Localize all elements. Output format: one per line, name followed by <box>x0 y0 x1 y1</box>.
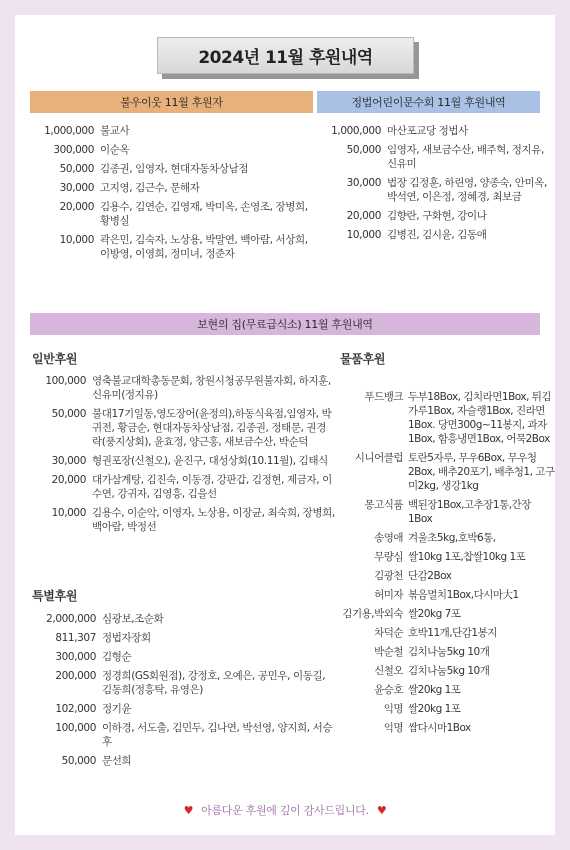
goods-items: 쌀20kg 1포 <box>408 703 461 715</box>
special-heading: 특별후원 <box>32 589 78 603</box>
goods-row <box>337 498 555 526</box>
donation-amount: 811,307 <box>55 632 96 644</box>
donor-names: 곽은민, 김숙자, 노상용, 박말연, 백아람, 서상희, 이방영, 이영희, 정미녀, 정준자 <box>100 234 308 260</box>
donation-amount: 1,000,000 <box>331 125 381 137</box>
donor-names: 불대17기일동,영도장어(윤정의),하동식육점,임영자, 박귀전, 황금순, 현대자동차상남점, 김종권, 정태문, 권경락(풍지상회), 윤효정, 양근홍, 새보금수산, 박순덕 <box>92 408 332 448</box>
donor-names: 김종권, 임영자, 현대자동차상남점 <box>100 163 249 175</box>
donor-names: 김용수, 김연순, 김영재, 박미옥, 손영조, 장병희, 황병실 <box>100 201 308 227</box>
goods-donor: 박순철 <box>374 646 403 658</box>
donor-row <box>30 124 315 138</box>
goods-items: 토란5자루, 무우6Box, 무우청2Box, 배추20포기, 배추청1, 고구미2kg, 생강1kg <box>408 452 555 492</box>
goods-donor: 몽고식품 <box>364 499 403 511</box>
donor-row <box>30 162 315 176</box>
donor-row <box>30 407 335 449</box>
goods-items: 백된장1Box,고추장1통,간장1Box <box>408 499 531 525</box>
donor-names: 형권포장(신철오), 윤진구, 대성상회(10.11월), 김태식 <box>92 455 328 467</box>
donor-names: 김향란, 구화현, 강이나 <box>387 210 487 222</box>
donor-names: 대가삼계탕, 김진숙, 이동경, 강판갑, 김정현, 제금자, 이수연, 강귀자, 김영흥, 김을선 <box>92 474 332 500</box>
donation-amount: 20,000 <box>51 474 86 486</box>
donor-row <box>30 233 315 261</box>
goods-items: 쌀10kg 1포,찹쌀10kg 1포 <box>408 551 526 563</box>
goods-items: 쌀20kg 1포 <box>408 684 461 696</box>
goods-items: 쌈다시마1Box <box>408 722 471 734</box>
goods-items: 겨울초5kg,호박6통, <box>408 532 496 544</box>
donation-amount: 30,000 <box>51 455 86 467</box>
goods-row <box>337 588 555 602</box>
goods-items: 단감2Box <box>408 570 452 582</box>
donation-amount: 50,000 <box>346 144 381 156</box>
donation-amount: 50,000 <box>61 755 96 767</box>
donor-names: 임영자, 새보금수산, 배주혁, 정지유, 신유미 <box>387 144 544 170</box>
donation-amount: 300,000 <box>53 144 94 156</box>
thanks-text: 아름다운 후원에 깊이 감사드립니다. <box>201 804 369 817</box>
donation-card <box>15 15 555 835</box>
donor-names: 이순옥 <box>100 144 130 156</box>
donor-row <box>30 650 335 664</box>
heart-icon: ♥ <box>376 804 387 817</box>
neighbors-header: 불우이웃 11월 후원자 <box>30 91 313 113</box>
donation-amount: 50,000 <box>51 408 86 420</box>
donation-amount: 30,000 <box>59 182 94 194</box>
goods-donor: 차덕순 <box>374 627 403 639</box>
goods-row <box>337 702 555 716</box>
goods-donor: 무량심 <box>374 551 403 563</box>
donor-row <box>30 631 335 645</box>
donor-row <box>30 200 315 228</box>
donor-row <box>30 702 335 716</box>
donor-names: 이하경, 서도출, 김민두, 김나연, 박선영, 양지희, 서승후 <box>102 722 333 748</box>
goods-row <box>337 664 555 678</box>
goods-donor: 송영애 <box>374 532 403 544</box>
donor-names: 정법자장회 <box>102 632 151 644</box>
donor-row <box>30 754 335 768</box>
goods-donor: 김광천 <box>374 570 403 582</box>
goods-row <box>337 451 555 493</box>
goods-items: 호박11개,단감1봉지 <box>408 627 497 639</box>
donor-row <box>30 473 335 501</box>
donation-amount: 200,000 <box>55 670 96 682</box>
page-title: 2024년 11월 후원내역 <box>157 37 414 74</box>
donor-row <box>30 143 315 157</box>
donor-names: 정기윤 <box>102 703 132 715</box>
goods-row <box>337 390 555 446</box>
donation-amount: 20,000 <box>59 201 94 213</box>
goods-row <box>337 569 555 583</box>
goods-donor: 허미자 <box>374 589 403 601</box>
children-header: 정법어린이문수회 11월 후원내역 <box>317 91 540 113</box>
donation-amount: 10,000 <box>51 507 86 519</box>
goods-row <box>337 626 555 640</box>
donor-names: 심광보,조순화 <box>102 613 164 625</box>
title-block <box>157 37 414 75</box>
special-list <box>30 612 335 773</box>
donor-row <box>30 374 335 402</box>
donor-row <box>30 454 335 468</box>
children-list <box>317 124 547 247</box>
donation-amount: 100,000 <box>45 375 86 387</box>
goods-items: 쌀20kg 7포 <box>408 608 461 620</box>
donor-names: 김용수, 이순악, 이영자, 노상용, 이장균, 최숙희, 장병희, 백아람, 박정선 <box>92 507 335 533</box>
donation-amount: 10,000 <box>59 234 94 246</box>
donor-row <box>30 612 335 626</box>
donor-names: 김병진, 김시윤, 김동애 <box>387 229 487 241</box>
goods-donor: 익명 <box>383 722 403 734</box>
soup-kitchen-header: 보현의 집(무료급식소) 11월 후원내역 <box>30 313 540 335</box>
donor-row <box>30 181 315 195</box>
heart-icon: ♥ <box>183 804 194 817</box>
goods-donor: 윤승호 <box>374 684 403 696</box>
goods-row <box>337 607 555 621</box>
goods-donor: 신철오 <box>374 665 403 677</box>
donor-row <box>30 721 335 749</box>
donor-names: 불교사 <box>100 125 130 137</box>
donation-amount: 1,000,000 <box>44 125 94 137</box>
goods-items: 김치나눔5kg 10개 <box>408 646 490 658</box>
goods-row <box>337 531 555 545</box>
donor-row <box>317 143 547 171</box>
neighbors-list <box>30 124 315 266</box>
donation-amount: 102,000 <box>55 703 96 715</box>
donor-names: 문선희 <box>102 755 132 767</box>
donor-row <box>30 506 335 534</box>
goods-items: 두부18Box, 김치라면1Box, 튀김가루1Box, 자슬랭1Box, 진라면1Box. 당면300g~11봉지, 과자1Box, 함흥냉면1Box, 어묵2Box <box>408 391 552 445</box>
donor-names: 법장 김정훈, 하린영, 양종숙, 안미옥, 박석연, 이은정, 정혜경, 최보금 <box>387 177 547 203</box>
donation-amount: 300,000 <box>55 651 96 663</box>
goods-donor: 푸드뱅크 <box>364 391 403 403</box>
donation-amount: 2,000,000 <box>46 613 96 625</box>
goods-donor: 익명 <box>383 703 403 715</box>
general-heading: 일반후원 <box>32 352 78 366</box>
goods-items: 볶음멸치1Box,다시마大1 <box>408 589 519 601</box>
donor-row <box>317 228 547 242</box>
donation-amount: 30,000 <box>346 177 381 189</box>
goods-row <box>337 721 555 735</box>
donor-names: 영축불교대학총동문회, 창원시청공무원불자회, 하지훈, 신유미(정지유) <box>92 375 331 401</box>
donation-amount: 100,000 <box>55 722 96 734</box>
goods-row <box>337 645 555 659</box>
donor-names: 고지영, 김근수, 문해자 <box>100 182 200 194</box>
goods-row <box>337 683 555 697</box>
donor-row <box>317 124 547 138</box>
donor-row <box>317 176 547 204</box>
goods-items: 김치나눔5kg 10개 <box>408 665 490 677</box>
donor-row <box>30 669 335 697</box>
goods-donor: 김기용,박외숙 <box>342 608 403 620</box>
donation-amount: 20,000 <box>346 210 381 222</box>
donation-amount: 50,000 <box>59 163 94 175</box>
donor-row <box>317 209 547 223</box>
goods-list <box>337 390 555 740</box>
general-list <box>30 374 335 539</box>
goods-donor: 시니어클럽 <box>354 452 403 464</box>
goods-heading: 물품후원 <box>340 352 386 366</box>
thanks-footer <box>15 802 555 818</box>
donor-names: 김형순 <box>102 651 132 663</box>
goods-row <box>337 550 555 564</box>
donation-amount: 10,000 <box>346 229 381 241</box>
donor-names: 마산포교당 정법사 <box>387 125 468 137</box>
donor-names: 정경희(GS회원점), 강정호, 오예은, 공민우, 이동길, 김동희(정흥탁, 유영은) <box>102 670 326 696</box>
